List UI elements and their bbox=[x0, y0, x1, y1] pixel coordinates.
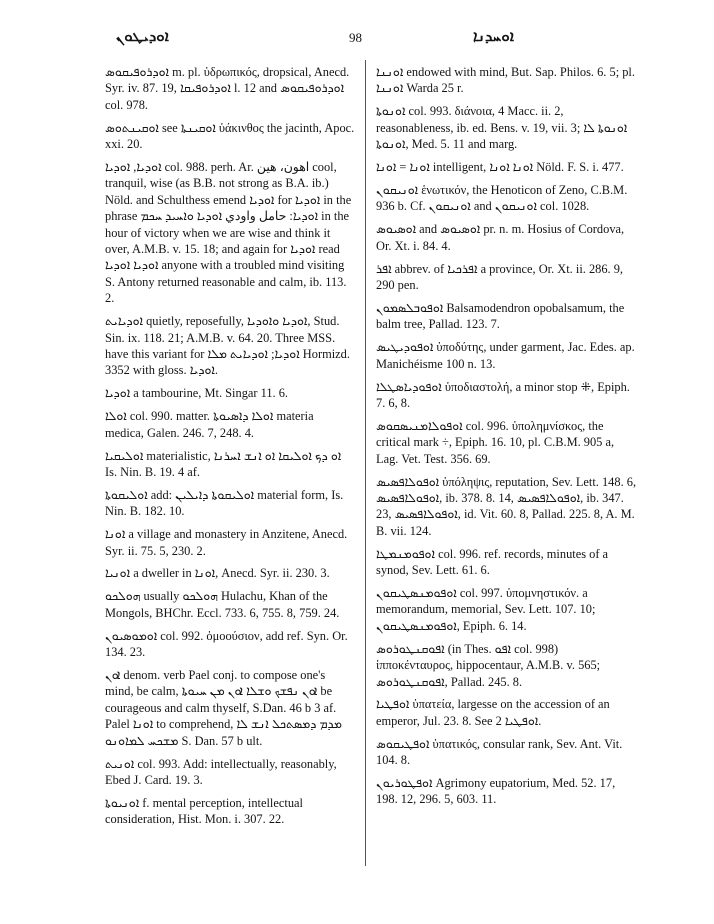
dictionary-entry: ܐܘܦܘܕܝܐܣܛܠܐ ὑποδιαστολή, a minor stop ⁜, Epiph. 7. 6, 8. bbox=[376, 379, 630, 410]
dictionary-entry: ܗܘܠܟܘ usually ܗܘܠܟܘ Hulachu, Khan of the Mongols, BHChr. Eccl. 733. 6, 755. 8, 759. 24. bbox=[105, 589, 340, 620]
dictionary-entry: ܐܘܦܛܝܐ ὑπατεία, largesse on the accession of an emperor, Jul. 23. 8. See ܐܘܦܛܝܐ 2. bbox=[376, 697, 610, 728]
dictionary-entry: ܐܘܣܝܘܣ and ܐܘܣܝܘܣ pr. n. m. Hosius of Cordova, Or. Xt. i. 84. 4. bbox=[376, 222, 625, 253]
dictionary-entry: ܐܘܢܝܘܬܐ f. mental perception, intellectual consideration, Hist. Mon. i. 307. 22. bbox=[105, 795, 303, 827]
dictionary-entry: ܐܘܢ denom. verb Pael conj. to compose one's mind, be calm, ܐܘܢ ܢܦܫܟ ܘܫܠܐ ܐܘܢ ܡܢ ܚܝܘܬܐ be courageous and calm thyself, S.Dan. 46 b 3 af. Palel ܐܘܢܐ to comprehend, ܡܕܡ ܕܡܣܬܟܠ ܐܢܫ ܠܐ ܡܫܟܚ ܠܡܐܘܢܘ S. Dan. 57 b ult. bbox=[105, 668, 342, 748]
dictionary-entry: ܐܘܕܝܐ, ܐܘܕܝܐ col. 988. perh. Ar. اهون، هين cool, tranquil, wise (as B.B. not strong as B.A. ib.) Nöld. and Schulthess emend ܐܘܕܝܐ for ܐܘܕܝܐ in the phrase ܐܘܕܝܐ: حامل واودي ܐܘܕܝܐ ܘܐܚܝܕ ܚܟܡ in the hour of victory when we are wise and think it over, A.M.B. v. 15. 18; and again for ܐܘܕܝܐ read ܐܘܕܝܐ ܐܘܕܝܐ anyone with a troubled mind visiting S. Antony returned reasonable and calm, ib. 113. 2. bbox=[105, 160, 352, 306]
dictionary-entry: ܐܘܕܝܐܝܬ quietly, reposefully, ܐܘܕܝܐ ܘܐܘܕܝܐ, Stud. Sin. ix. 118. 21; A.M.B. v. 64. 20. Three MSS. have this variant for ܐܘܕܝܐ; ܐܘܕܝܐܝܬ ܡܠܐ Hormizd. 3352 with gloss. ܐܘܕܝܐ. bbox=[105, 314, 350, 378]
dictionary-entry: ܐܘܦܘܕܝܛܝܣ ὑποδύτης, under garment, Jac. Edes. ap. Manichéisme 100 n. 13. bbox=[376, 340, 635, 371]
column-divider bbox=[365, 60, 366, 866]
dictionary-entry: ܐܘܡܘܣܝܘܢ col. 992. ὁμοούσιον, add ref. Syn. Or. 134. 23. bbox=[105, 628, 348, 660]
dictionary-entry: ܐܘܠܝܩܝܐ materialistic, ܐܘ ܕܟ ܐܘܠܝܩܐ ܐܘ ܐܢܫ ܐܚܪܢܐ Is. Nin. B. 19. 4 af. bbox=[105, 448, 342, 479]
dictionary-entry: ܐܘܢܝܐ a dweller in ܐܘܢܐ, Anecd. Syr. ii. 230. 3. bbox=[105, 566, 330, 581]
dictionary-entry: ܐܘܢܐ a village and monastery in Anzitene, Anecd. Syr. ii. 75. 5, 230. 2. bbox=[105, 527, 348, 558]
running-head-left: ܐܘܕܝܛܘܢ bbox=[116, 29, 169, 45]
dictionary-entry: ܐܘܢܢܐ endowed with mind, But. Sap. Philos. 6. 5; pl. ܐܘܢܢܐ Warda 25 r. bbox=[376, 65, 635, 96]
running-head-right: ܐܘܚܕܢܐ bbox=[473, 29, 514, 45]
dictionary-entry: ܐܘܦܛܝܩܘܣ ὑπατικός, consular rank, Sev. Ant. Vit. 104. 8. bbox=[376, 736, 623, 768]
dictionary-entry: ܐܘܢܝܩܘܢ ἑνωτικόν, the Henoticon of Zeno, C.B.M. 936 b. Cf. ܐܘܢܝܩܘܢ and ܐܘܢܝܩܘܢ col. 1028. bbox=[376, 182, 628, 214]
dictionary-entry: ܐܘܦܘܡܢܡܛܐ col. 996. ref. records, minutes of a synod, Sev. Lett. 61. 6. bbox=[376, 546, 609, 578]
dictionary-entry: ܐܘܕܪܘܦܝܩܘܣ m. pl. ὑδρωπικός, dropsical, Anecd. Syr. iv. 87. 19, ܐܘܕܪܘܦܝܩܐ l. 12 and ܐܘܕܪܘܦܝܩܘܣ col. 978. bbox=[105, 65, 350, 112]
dictionary-entry: ܐܘܢܘܬܐ col. 993. διάνοια, 4 Macc. ii. 2, reasonableness, ib. ed. Bens. v. 19, vii. 3; ܐܘܢܘܬܐ ܠܐ ܐܘܢܘܬܐ, Med. 5. 11 and marg. bbox=[376, 104, 628, 152]
dictionary-entry: ܐܘܩܝܢܬܘܣ see ܐܘܩܝܢܬܐ ὑάκινθος the jacinth, Apoc. xxi. 20. bbox=[105, 120, 355, 152]
left-column bbox=[105, 64, 355, 834]
dictionary-entry: ܐܘܦܘܒܠܣܡܘܢ Balsamodendron opobalsamum, the balm tree, Pallad. 123. 7. bbox=[376, 300, 625, 332]
dictionary-entry: ܐܘܢܝܬ col. 993. Add: intellectually, reasonably, Ebed J. Card. 19. 3. bbox=[105, 756, 337, 787]
right-column bbox=[376, 64, 638, 814]
page-number: 98 bbox=[349, 30, 362, 45]
dictionary-entry: ܐܘܕܝܐ a tambourine, Mt. Singar 11. 6. bbox=[105, 386, 289, 401]
dictionary-entry: ܐܘܢܐ = ܐܘܢܐ intelligent, ܐܘܢܐ ܐܘܢܐ Nöld. F. S. i. 477. bbox=[376, 160, 624, 175]
dictionary-entry: ܐܘܦܘܡܢܣܛܝܩܘܢ col. 997. ὑπομνηστικόν. a memorandum, memorial, Sev. Lett. 107. 10; ܐܘܦܘܡܢܣܛܝܩܘܢ, Epiph. 6. 14. bbox=[376, 585, 596, 633]
dictionary-entry: ܐܘܦܛܘܪܝܘܢ Agrimony eupatorium, Med. 52. 17, 198. 12, 296. 5, 603. 11. bbox=[376, 776, 616, 807]
dictionary-entry: ܐܘܠܝܩܘܬܐ add: ܐܘܠܝܩܘܬܐ ܕܐܝܠܝܢ material form, Is. Nin. B. 182. 10. bbox=[105, 487, 344, 519]
dictionary-entry: ܐܘܠܐ col. 990. matter. ܐܘܠܐ ܕܐܣܝܘܬܐ materia medica, Galen. 246. 7, 248. 4. bbox=[105, 409, 314, 440]
dictionary-entry: ܐܘܦܘܠܐܡܢܝܣܩܘܣ col. 996. ὑπολημνίσκος, the critical mark ÷, Epiph. 16. 10, pl. C.B.M. 905 a, Lag. Vet. Test. 356. 69. bbox=[376, 418, 615, 466]
dictionary-entry: ܐܘܦܘܠܐܦܣܝܣ ὑπόληψις, reputation, Sev. Lett. 148. 6, ܐܘܦܘܠܐܦܣܝܣ, ib. 378. 8. 14, ܐܘܦܘܠܐܦܣܝܣ, ib. 347. 23, ܐܘܦܘܠܐܦܣܝܣ, id. Vit. 60. 8, Pallad. 225. 8, A. M. B. vii. 124. bbox=[376, 474, 637, 538]
dictionary-entry: ܐܦܪ abbrev. of ܐܦܪܟܝܐ a province, Or. Xt. ii. 286. 9, 290 pen. bbox=[376, 261, 624, 292]
dictionary-entry: ܐܦܘܩܢܛܘܪܘܣ (in Thes. ܐܦܘ col. 998) ἱπποκένταυρος, hippocentaur, A.M.B. v. 565; ܐܦܘܩܢܛܘܪܘܣ, Pallad. 245. 8. bbox=[376, 641, 601, 689]
